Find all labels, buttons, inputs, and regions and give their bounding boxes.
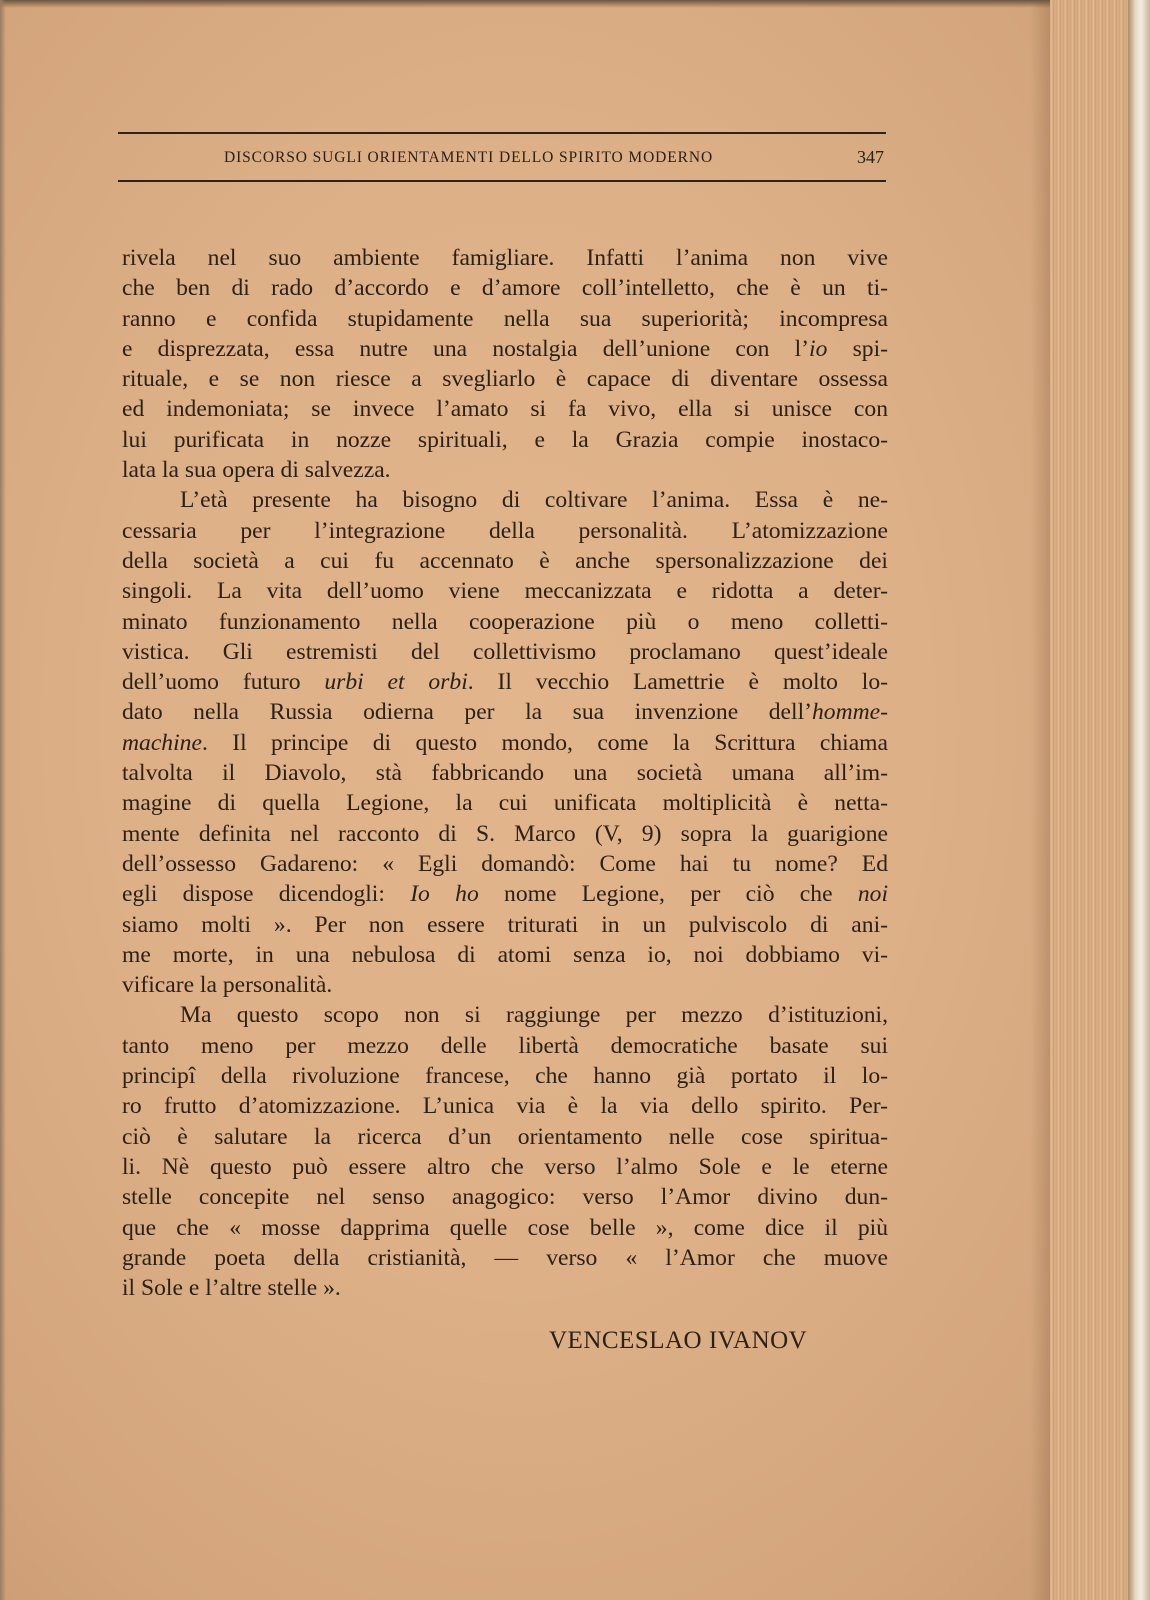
text-line: dell’ossesso Gadareno: « Egli domandò: Come hai tu nome? Ed <box>122 850 888 877</box>
text-line: e disprezzata, essa nutre una nostalgia dell’unione con l’io spi- <box>122 335 888 362</box>
text-line: dell’uomo futuro urbi et orbi. Il vecchio Lamettrie è molto lo- <box>122 669 888 696</box>
text-line: stelle concepite nel senso anagogico: verso l’Amor divino dun- <box>122 1184 888 1211</box>
text-line: dato nella Russia odierna per la sua invenzione dell’homme- <box>122 699 888 726</box>
page-top-shadow <box>0 0 1150 8</box>
running-head-title: DISCORSO SUGLI ORIENTAMENTI DELLO SPIRITO MODERNO <box>224 149 714 166</box>
text-line: machine. Il principe di questo mondo, come la Scrittura chiama <box>122 729 888 756</box>
text-line: principî della rivoluzione francese, che hanno già portato il lo- <box>122 1063 888 1090</box>
italic-noi: noi <box>857 881 888 908</box>
text-line: Ma questo scopo non si raggiunge per mezzo d’istituzioni, <box>180 1002 888 1029</box>
text-line: ranno e confida stupidamente nella sua superiorità; incompresa <box>122 305 888 332</box>
body-text <box>122 243 888 1303</box>
text-line: L’età presente ha bisogno di coltivare l’anima. Essa è ne- <box>180 487 888 514</box>
text-line: rivela nel suo ambiente famigliare. Infatti l’anima non vive <box>122 245 888 271</box>
text-line: il Sole e l’altre stelle ». <box>122 1275 341 1302</box>
text-line: rituale, e se non riesce a svegliarlo è capace di diventare ossessa <box>122 366 888 393</box>
text-line: singoli. La vita dell’uomo viene meccanizzata e ridotta a deter- <box>122 578 888 605</box>
text-line: que che « mosse dapprima quelle cose belle », come dice il più <box>122 1214 888 1241</box>
text-line: egli dispose dicendogli: Io ho nome Legione, per ciò che noi <box>122 881 888 908</box>
text-line: tanto meno per mezzo delle libertà democratiche basate sui <box>122 1032 888 1059</box>
italic-urbi-et-orbi: urbi et orbi <box>324 669 468 696</box>
italic-io: io <box>809 335 828 362</box>
page-left-shadow <box>0 0 6 1600</box>
italic-machine: machine <box>122 729 202 756</box>
text-line: vistica. Gli estremisti del collettivismo proclamano quest’ideale <box>122 638 888 665</box>
running-head <box>118 132 886 184</box>
author-signature: VENCESLAO IVANOV <box>549 1327 808 1354</box>
text-line: magine di quella Legione, la cui unificata moltiplicità è netta- <box>122 790 888 817</box>
text-line: vificare la personalità. <box>122 972 333 999</box>
italic-io-ho: Io ho <box>410 881 479 908</box>
text-line: talvolta il Diavolo, stà fabbricando una società umana all’im- <box>122 760 888 787</box>
text-line: siamo molti ». Per non essere triturati in un pulviscolo di ani- <box>122 911 888 938</box>
header-rule-bottom <box>118 180 886 182</box>
header-rule-top <box>118 132 886 134</box>
text-line: me morte, in una nebulosa di atomi senza io, noi dobbiamo vi- <box>122 941 888 968</box>
text-line: che ben di rado d’accordo e d’amore coll’intelletto, che è un ti- <box>122 275 888 302</box>
text-line: ed indemoniata; se invece l’amato si fa vivo, ella si unisce con <box>122 396 888 423</box>
text-line: lata la sua opera di salvezza. <box>122 457 391 484</box>
page-stack-edge <box>1050 0 1150 1600</box>
text-line: li. Nè questo può essere altro che verso l’almo Sole e le eterne <box>122 1153 888 1180</box>
text-line: ro frutto d’atomizzazione. L’unica via è la via dello spirito. Per- <box>122 1093 888 1120</box>
text-line: ciò è salutare la ricerca d’un orientamento nelle cose spiritua- <box>122 1123 888 1150</box>
text-line: minato funzionamento nella cooperazione più o meno colletti- <box>122 608 888 635</box>
text-line: della società a cui fu accennato è anche spersonalizzazione dei <box>122 547 888 574</box>
text-line: mente definita nel racconto di S. Marco (V, 9) sopra la guarigione <box>122 820 888 847</box>
text-line: lui purificata in nozze spirituali, e la Grazia compie inostaco- <box>122 426 888 453</box>
italic-homme: homme- <box>812 699 888 726</box>
text-line: cessaria per l’integrazione della personalità. L’atomizzazione <box>122 517 888 544</box>
page-number: 347 <box>857 147 884 167</box>
text-line: grande poeta della cristianità, — verso « l’Amor che muove <box>122 1244 888 1271</box>
